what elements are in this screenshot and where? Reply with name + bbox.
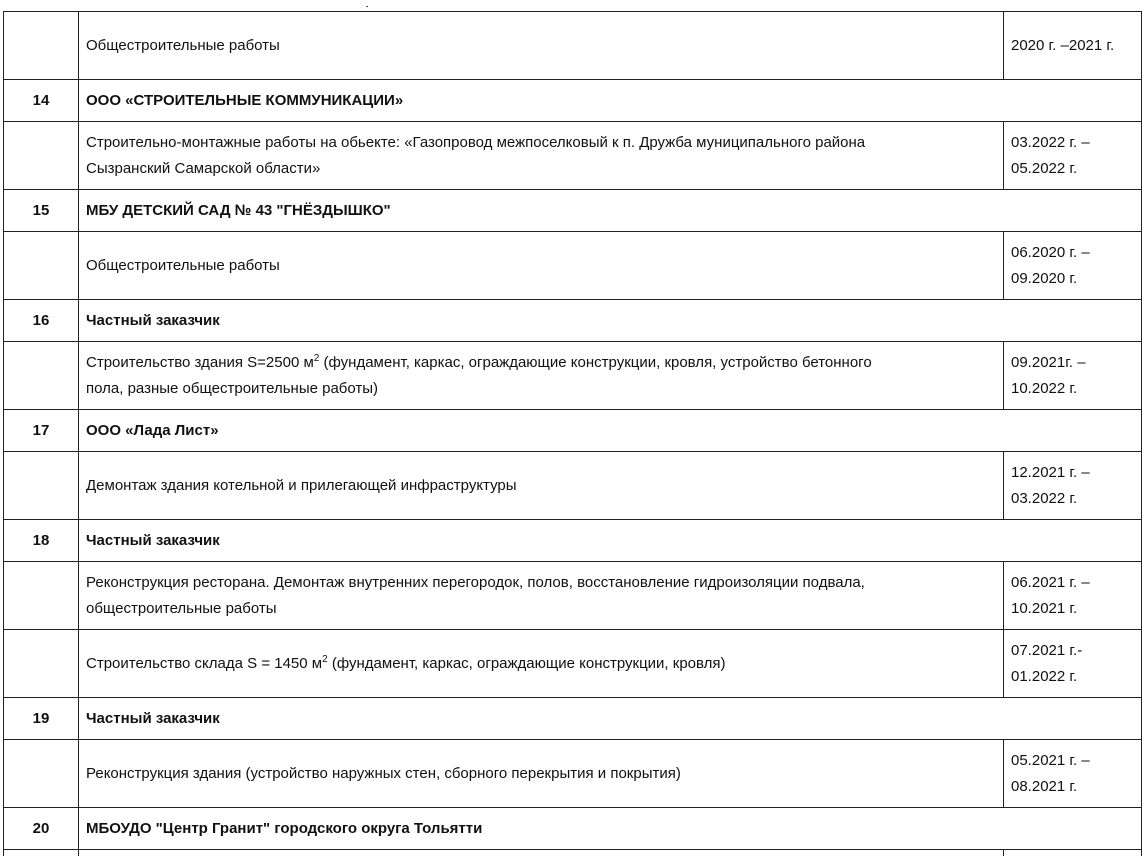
work-description: Строительство здания S=2500 $м^2$ (фундамент, каркас, ограждающие конструкции, кровля, устройство бетонного пола, разные общестроительные работы) <box>79 342 1004 410</box>
row-number-cell <box>4 122 79 190</box>
work-description: Реконструкция ресторана. Демонтаж внутренних перегородок, полов, восстановление гидроизоляции подвала, общестроительные работы <box>79 562 1004 630</box>
work-description: Общестроительные работы <box>79 12 1004 80</box>
table-row <box>4 452 1142 520</box>
table-row <box>4 808 1142 850</box>
row-number: 19 <box>4 698 79 740</box>
row-number-cell <box>4 630 79 698</box>
customer-name: ООО «Лада Лист» <box>79 410 1142 452</box>
work-description: Строительно-монтажные работы на обьекте: «Газопровод межпоселковый к п. Дружба муниципального района Сызранский Самарской области» <box>79 122 1004 190</box>
row-number-cell <box>4 342 79 410</box>
work-period: 12.2021 г. – 03.2022 г. <box>1004 452 1142 520</box>
work-period: 03.2022 г. – 05.2022 г. <box>1004 122 1142 190</box>
table-row <box>4 80 1142 122</box>
table-row <box>4 630 1142 698</box>
row-number: 15 <box>4 190 79 232</box>
row-number: 17 <box>4 410 79 452</box>
table-row <box>4 12 1142 80</box>
work-period: 05.2021 г. – 08.2021 г. <box>1004 740 1142 808</box>
work-period: 07.2021 г.- 01.2022 г. <box>1004 630 1142 698</box>
work-description: Общестроительные работы <box>79 232 1004 300</box>
table-row <box>4 520 1142 562</box>
customer-name: ООО «СТРОИТЕЛЬНЫЕ КОММУНИКАЦИИ» <box>79 80 1142 122</box>
row-number-cell <box>4 232 79 300</box>
row-number-cell <box>4 12 79 80</box>
work-period: 06.2020 г. – 09.2020 г. <box>1004 232 1142 300</box>
row-number: 16 <box>4 300 79 342</box>
work-period: 09.2021г. – 10.2022 г. <box>1004 342 1142 410</box>
row-number: 20 <box>4 808 79 850</box>
works-table <box>3 11 1142 856</box>
row-number-cell <box>4 562 79 630</box>
table-row <box>4 562 1142 630</box>
customer-name: Частный заказчик <box>79 520 1142 562</box>
table-row <box>4 740 1142 808</box>
customer-name: Частный заказчик <box>79 300 1142 342</box>
customer-name: МБУ ДЕТСКИЙ САД № 43 "ГНЁЗДЫШКО" <box>79 190 1142 232</box>
table-row <box>4 342 1142 410</box>
table-row <box>4 410 1142 452</box>
work-description: Демонтаж здания котельной и прилегающей инфраструктуры <box>79 452 1004 520</box>
work-description: Реконструкция здания (устройство наружных стен, сборного перекрытия и покрытия) <box>79 740 1004 808</box>
table-row <box>4 300 1142 342</box>
scan-artifact <box>366 6 368 7</box>
table-row <box>4 850 1142 856</box>
row-number-cell <box>4 452 79 520</box>
row-number: 18 <box>4 520 79 562</box>
row-number: 14 <box>4 80 79 122</box>
table-row <box>4 698 1142 740</box>
table-row <box>4 190 1142 232</box>
table-row <box>4 122 1142 190</box>
customer-name: Частный заказчик <box>79 698 1142 740</box>
row-number-cell <box>4 740 79 808</box>
work-description: Строительство склада S = 1450 $м^2$ (фундамент, каркас, ограждающие конструкции, кровля) <box>79 630 1004 698</box>
work-period: 06.2021 г. – 10.2021 г. <box>1004 562 1142 630</box>
table-row <box>4 232 1142 300</box>
work-period: 2020 г. –2021 г. <box>1004 12 1142 80</box>
customer-name: МБОУДО "Центр Гранит" городского округа Тольятти <box>79 808 1142 850</box>
